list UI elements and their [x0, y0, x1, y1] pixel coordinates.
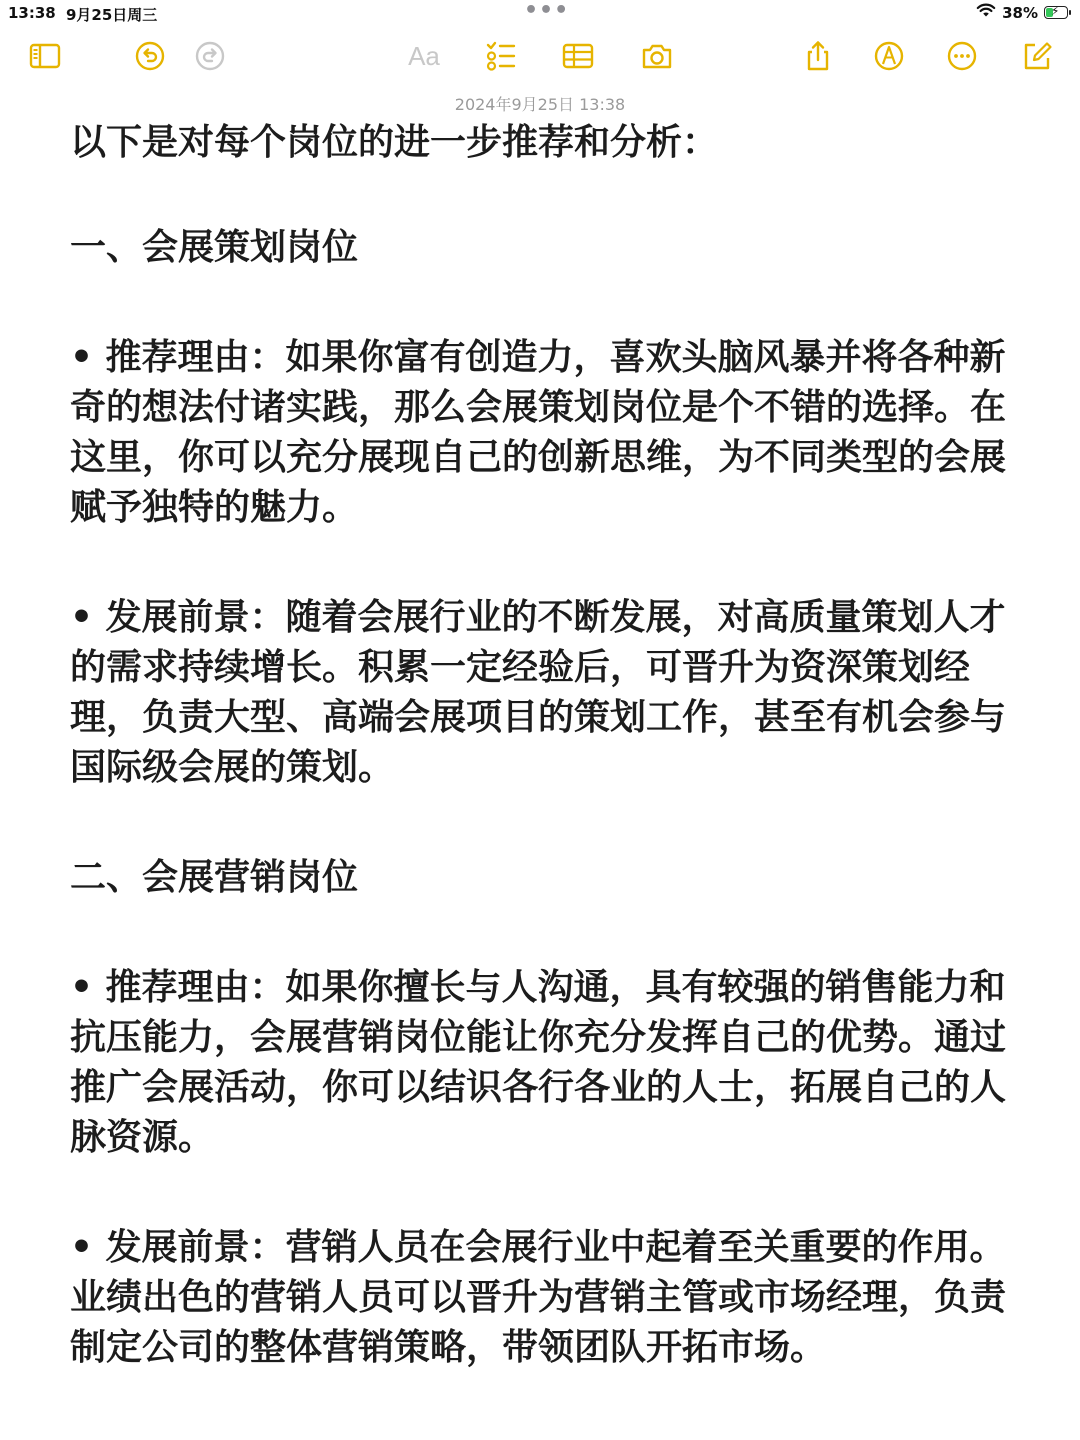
undo-icon — [133, 39, 167, 73]
more-icon — [945, 39, 979, 73]
sidebar-icon — [28, 39, 62, 73]
section-paragraph: • 发展前景：随着会展行业的不断发展，对高质量策划人才的需求持续增长。积累一定经验后，可晋升为资深策划经理，负责大型、高端会展项目的策划工作，甚至有机会参与国际级会展的策划。 — [70, 597, 1007, 788]
camera-icon — [640, 39, 674, 73]
table-icon — [561, 39, 595, 73]
markup-icon — [872, 39, 906, 73]
redo-icon — [193, 39, 227, 73]
status-time: 13:38 — [8, 4, 56, 22]
notes-toolbar — [0, 36, 1080, 82]
checklist-button[interactable] — [480, 36, 520, 76]
redo-button[interactable] — [190, 36, 230, 76]
charging-bolt-icon: ⚡ — [1051, 4, 1060, 18]
markup-button[interactable] — [869, 36, 909, 76]
share-button[interactable] — [798, 36, 838, 76]
multitasking-dots[interactable]: ••• — [524, 0, 570, 23]
table-button[interactable] — [558, 36, 598, 76]
status-right — [976, 3, 1068, 22]
camera-button[interactable] — [637, 36, 677, 76]
section-heading: 一、会展策划岗位 — [70, 227, 359, 268]
sidebar-toggle-button[interactable] — [25, 36, 65, 76]
format-icon: Aa — [408, 40, 440, 71]
note-body[interactable] — [70, 118, 1010, 1373]
section-paragraph: • 推荐理由：如果你富有创造力，喜欢头脑风暴并将各种新奇的想法付诸实践，那么会展策划岗位是个不错的选择。在这里，你可以充分展现自己的创新思维，为不同类型的会展赋予独特的魅力。 — [70, 337, 1007, 528]
note-timestamp: 2024年9月25日 13:38 — [454, 95, 626, 114]
section-heading: 二、会展营销岗位 — [70, 857, 359, 898]
undo-button[interactable] — [130, 36, 170, 76]
section-paragraph: • 发展前景：营销人员在会展行业中起着至关重要的作用。业绩出色的营销人员可以晋升为营销主管或市场经理，负责制定公司的整体营销策略，带领团队开拓市场。 — [70, 1227, 1007, 1368]
note-intro: 以下是对每个岗位的进一步推荐和分析： — [70, 122, 719, 163]
battery-percent: 38% — [1002, 3, 1038, 22]
status-bar — [0, 0, 1080, 28]
battery-icon — [1044, 6, 1068, 19]
share-icon — [801, 39, 835, 73]
wifi-icon — [976, 3, 996, 22]
more-button[interactable] — [942, 36, 982, 76]
format-button[interactable] — [402, 36, 446, 76]
compose-button[interactable] — [1017, 36, 1057, 76]
compose-icon — [1020, 39, 1054, 73]
section-paragraph: • 推荐理由：如果你擅长与人沟通，具有较强的销售能力和抗压能力，会展营销岗位能让你充分发挥自己的优势。通过推广会展活动，你可以结识各行各业的人士，拓展自己的人脉资源。 — [70, 967, 1007, 1158]
checklist-icon — [483, 39, 517, 73]
status-date: 9月25日周三 — [66, 6, 158, 24]
